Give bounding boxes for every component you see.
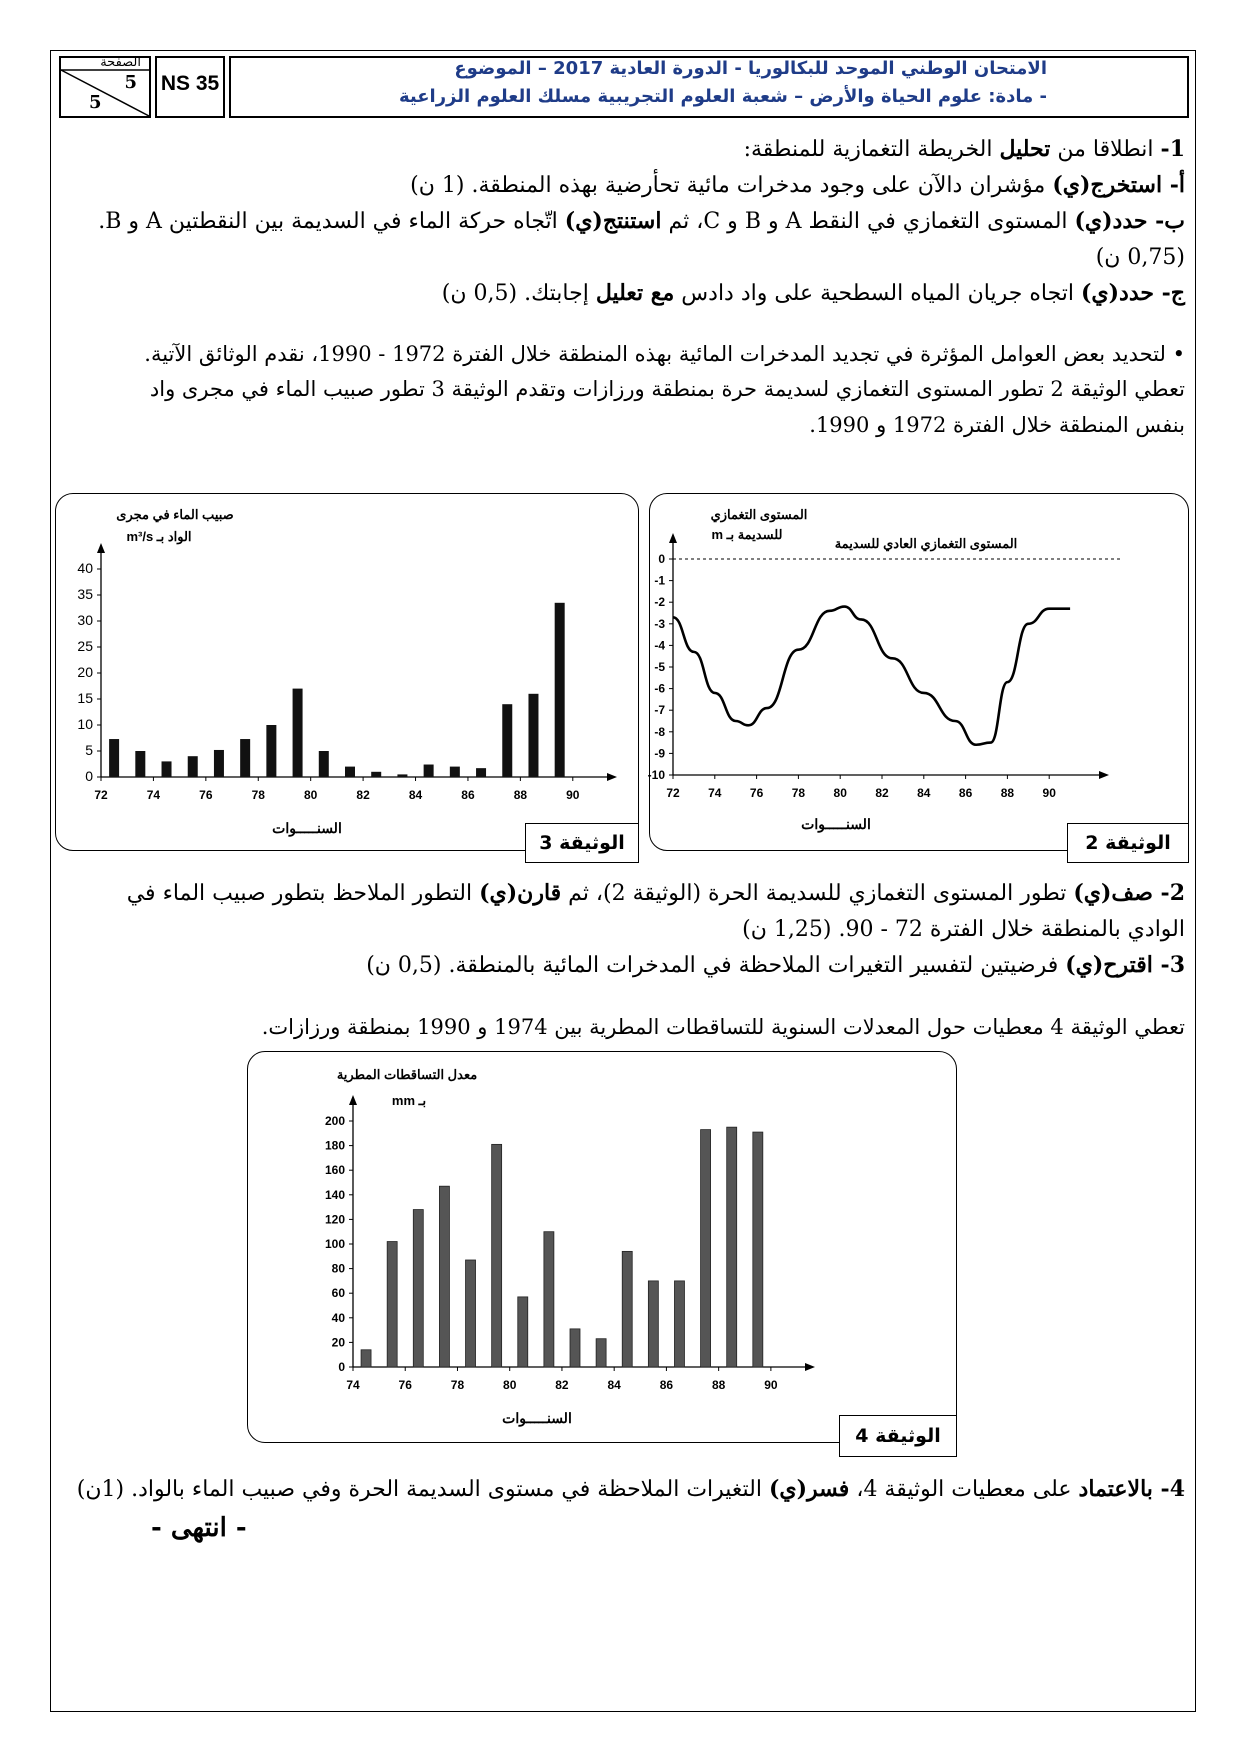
rainfall-bar (674, 1281, 684, 1367)
y-tick-label: 60 (331, 1286, 345, 1301)
x-tick-label: 78 (791, 786, 806, 800)
doc4-intro: تعطي الوثيقة 4 معطيات حول المعدلات السنوية للتساقطات المطرية بين 1974 و 1990 بمنطقة ورزازات. (261, 1015, 1185, 1039)
x-tick-label: 88 (513, 788, 528, 802)
discharge-bar (293, 689, 303, 777)
discharge-bar (555, 603, 565, 777)
y-tick-label: 80 (331, 1261, 345, 1276)
discharge-bar (397, 774, 407, 777)
doc2-label: الوثيقة 2 (1067, 823, 1189, 863)
q1-intro: 1- انطلاقا من تحليل الخريطة التغمازية للمنطقة: (743, 136, 1185, 162)
y-tick-label: 180 (324, 1138, 345, 1153)
rainfall-bar (387, 1242, 397, 1367)
rainfall-bar (439, 1186, 449, 1367)
y-tick-label: 0 (658, 552, 665, 566)
x-tick-label: 76 (199, 788, 213, 802)
x-tick-label: 84 (408, 788, 423, 802)
exam-title-line2: - مادة: علوم الحياة والأرض – شعبة العلوم التجريبية مسلك العلوم الزراعية (398, 86, 1047, 107)
exam-code: NS 35 (160, 72, 220, 95)
docs-intro-line3: بنفس المنطقة خلال الفترة 1972 و 1990. (809, 413, 1185, 437)
y-tick-label: 40 (77, 560, 93, 576)
x-axis-arrow (1099, 771, 1109, 779)
q1-number: 1- (1160, 136, 1185, 162)
y-tick-label: 200 (324, 1114, 345, 1128)
q1-c: ج- حدد(ي) اتجاه جريان المياه السطحية على واد دادس مع تعليل إجابتك. (0,5 ن) (441, 280, 1185, 306)
discharge-bar (162, 761, 172, 777)
x-tick-label: 90 (566, 788, 580, 802)
y-axis-title-line2: للسديمة بـ m (711, 527, 783, 542)
end-text: - انتهى - (151, 1513, 247, 1543)
y-axis-title-line1: المستوى التغمازي (710, 507, 808, 522)
discharge-bar (135, 751, 145, 777)
discharge-bar (528, 694, 538, 777)
x-axis-title: السنـــــوات (801, 816, 871, 832)
y-tick-label: 15 (77, 690, 93, 706)
rainfall-bar (622, 1251, 632, 1367)
rainfall-bar (570, 1329, 580, 1367)
y-tick-label: -4 (654, 638, 665, 653)
discharge-bar (450, 767, 460, 777)
y-axis-title-line1: صبيب الماء في مجرى (116, 507, 234, 522)
x-tick-label: 74 (708, 786, 722, 800)
discharge-bar (240, 739, 250, 777)
exam-code-box (155, 56, 225, 118)
page-frame (50, 50, 1196, 1712)
y-tick-label: -3 (654, 616, 665, 631)
discharge-bar (188, 756, 198, 777)
x-tick-label: 86 (659, 1378, 674, 1392)
docs-intro-line2: تعطي الوثيقة 2 تطور المستوى التغمازي لسديمة حرة بمنطقة ورزازات وتقدم الوثيقة 3 تطور صبيب الماء في مجرى واد (149, 377, 1185, 401)
x-axis-arrow (607, 773, 617, 781)
discharge-bar (345, 767, 355, 777)
y-tick-label: -9 (654, 746, 665, 761)
y-tick-label: 120 (324, 1212, 345, 1227)
y-tick-label: -6 (654, 681, 665, 696)
page-current: 5 (124, 72, 137, 93)
y-tick-label: 140 (324, 1187, 345, 1202)
q2-line1: 2- صف(ي) تطور المستوى التغمازي للسديمة الحرة (الوثيقة 2)، ثم قارن(ي) التطور الملاحظ بتطور صبيب الماء في (126, 880, 1185, 906)
x-tick-label: 84 (607, 1378, 621, 1392)
discharge-bar (476, 768, 486, 777)
discharge-bar (214, 750, 224, 777)
x-tick-label: 78 (450, 1378, 465, 1392)
x-tick-label: 90 (764, 1378, 778, 1392)
docs-intro-line1: • لتحديد بعض العوامل المؤثرة في تجديد المدخرات المائية بهذه المنطقة خلال الفترة 1972 - 1990، نقدم الوثائق الآتية. (144, 342, 1185, 366)
y-tick-label: 40 (331, 1310, 345, 1325)
x-tick-label: 86 (461, 788, 475, 802)
rainfall-bar (413, 1210, 423, 1367)
y-tick-label: -8 (654, 724, 665, 739)
doc3-chart (57, 495, 637, 849)
rainfall-bar (361, 1350, 371, 1367)
y-tick-label: 0 (85, 768, 93, 784)
discharge-bar (502, 704, 512, 777)
doc4-label: الوثيقة 4 (839, 1415, 957, 1457)
x-tick-label: 90 (1042, 786, 1056, 800)
q3: 3- اقترح(ي) فرضيتين لتفسير التغيرات الملاحظة في المدخرات المائية بالمنطقة. (0,5 ن) (366, 952, 1185, 978)
y-tick-label: 20 (331, 1335, 345, 1350)
exam-title-box (229, 56, 1189, 118)
y-tick-label: 35 (77, 586, 93, 602)
doc3-label: الوثيقة 3 (525, 823, 639, 863)
x-tick-label: 76 (398, 1378, 412, 1392)
rainfall-bar (492, 1144, 502, 1367)
y-tick-label: -7 (654, 703, 665, 718)
discharge-bar (266, 725, 276, 777)
rainfall-bar (727, 1127, 737, 1367)
rainfall-bar (518, 1297, 528, 1367)
discharge-bar (371, 772, 381, 777)
exam-title-line1: الامتحان الوطني الموحد للبكالوريا - الدورة العادية 2017 – الموضوع (454, 58, 1047, 79)
bullet: • (1172, 342, 1185, 366)
discharge-bar (319, 751, 329, 777)
page-number-box (59, 56, 151, 118)
discharge-bar (424, 765, 434, 777)
q1-b-points: (0,75 ن) (1095, 245, 1185, 270)
y-tick-label: 100 (324, 1237, 345, 1251)
y-tick-label: -1 (654, 573, 665, 588)
q2-line2: الوادي بالمنطقة خلال الفترة 72 - 90. (1,25 ن) (742, 917, 1185, 942)
y-axis-arrow (97, 543, 105, 553)
y-tick-label: 20 (77, 664, 93, 680)
x-tick-label: 82 (555, 1378, 569, 1392)
q4: 4- بالاعتماد على معطيات الوثيقة 4، فسر(ي) التغيرات الملاحظة في مستوى السديمة الحرة وفي صبيب الماء بالواد. (1ن) (76, 1476, 1185, 1502)
y-axis-arrow (349, 1095, 357, 1105)
x-tick-label: 88 (1000, 786, 1015, 800)
x-tick-label: 86 (958, 786, 973, 800)
rainfall-bar (753, 1132, 763, 1367)
rainfall-bar (596, 1339, 606, 1367)
x-tick-label: 82 (875, 786, 889, 800)
x-tick-label: 82 (356, 788, 370, 802)
reference-label: المستوى التغمازي العادي للسديمة (834, 536, 1018, 551)
rainfall-bar (648, 1281, 658, 1367)
y-tick-label: 10 (77, 716, 93, 732)
x-tick-label: 84 (917, 786, 931, 800)
doc2-chart (647, 495, 1187, 849)
discharge-bar (109, 739, 119, 777)
y-axis-arrow (669, 533, 677, 543)
x-tick-label: 88 (711, 1378, 726, 1392)
y-axis-title-line2: بـ mm (391, 1093, 427, 1108)
x-tick-label: 74 (346, 1378, 360, 1392)
q1-b: ب- حدد(ي) المستوى التغمازي في النقط A و B و C، ثم استنتج(ي) اتّجاه حركة الماء في السديمة بين النقطتين A و B. (98, 208, 1185, 234)
x-tick-label: 80 (503, 1378, 517, 1392)
page-total: 5 (89, 92, 102, 113)
y-tick-label: 160 (324, 1163, 345, 1178)
x-tick-label: 80 (833, 786, 847, 800)
y-tick-label: -2 (654, 595, 665, 610)
rainfall-bar (466, 1260, 476, 1367)
y-tick-label: -5 (654, 660, 665, 674)
water-level-curve (673, 607, 1070, 745)
x-axis-arrow (805, 1363, 815, 1371)
x-tick-label: 76 (749, 786, 764, 800)
doc4-chart (249, 1053, 955, 1441)
y-tick-label: -10 (647, 768, 665, 782)
x-tick-label: 74 (146, 788, 161, 802)
y-tick-label: 30 (77, 612, 93, 628)
y-tick-label: 25 (77, 638, 93, 654)
y-axis-title-line2: الواد بـ m³/s (126, 529, 192, 544)
x-tick-label: 72 (666, 786, 680, 800)
q1-a: أ- استخرج(ي) مؤشران دالآن على وجود مدخرات مائية تحأرضية بهذه المنطقة. (1 ن) (410, 172, 1185, 198)
page-label: الصفحة (100, 55, 141, 70)
x-tick-label: 72 (94, 788, 108, 802)
rainfall-bar (701, 1130, 711, 1367)
rainfall-bar (544, 1232, 554, 1367)
x-axis-title: السنـــــوات (272, 820, 342, 836)
x-tick-label: 78 (251, 788, 265, 802)
x-axis-title: السنـــــوات (502, 1410, 572, 1426)
y-tick-label: 0 (338, 1360, 345, 1374)
y-tick-label: 5 (85, 742, 93, 758)
x-tick-label: 80 (304, 788, 318, 802)
y-axis-title-line1: معدل التساقطات المطرية (336, 1067, 478, 1082)
